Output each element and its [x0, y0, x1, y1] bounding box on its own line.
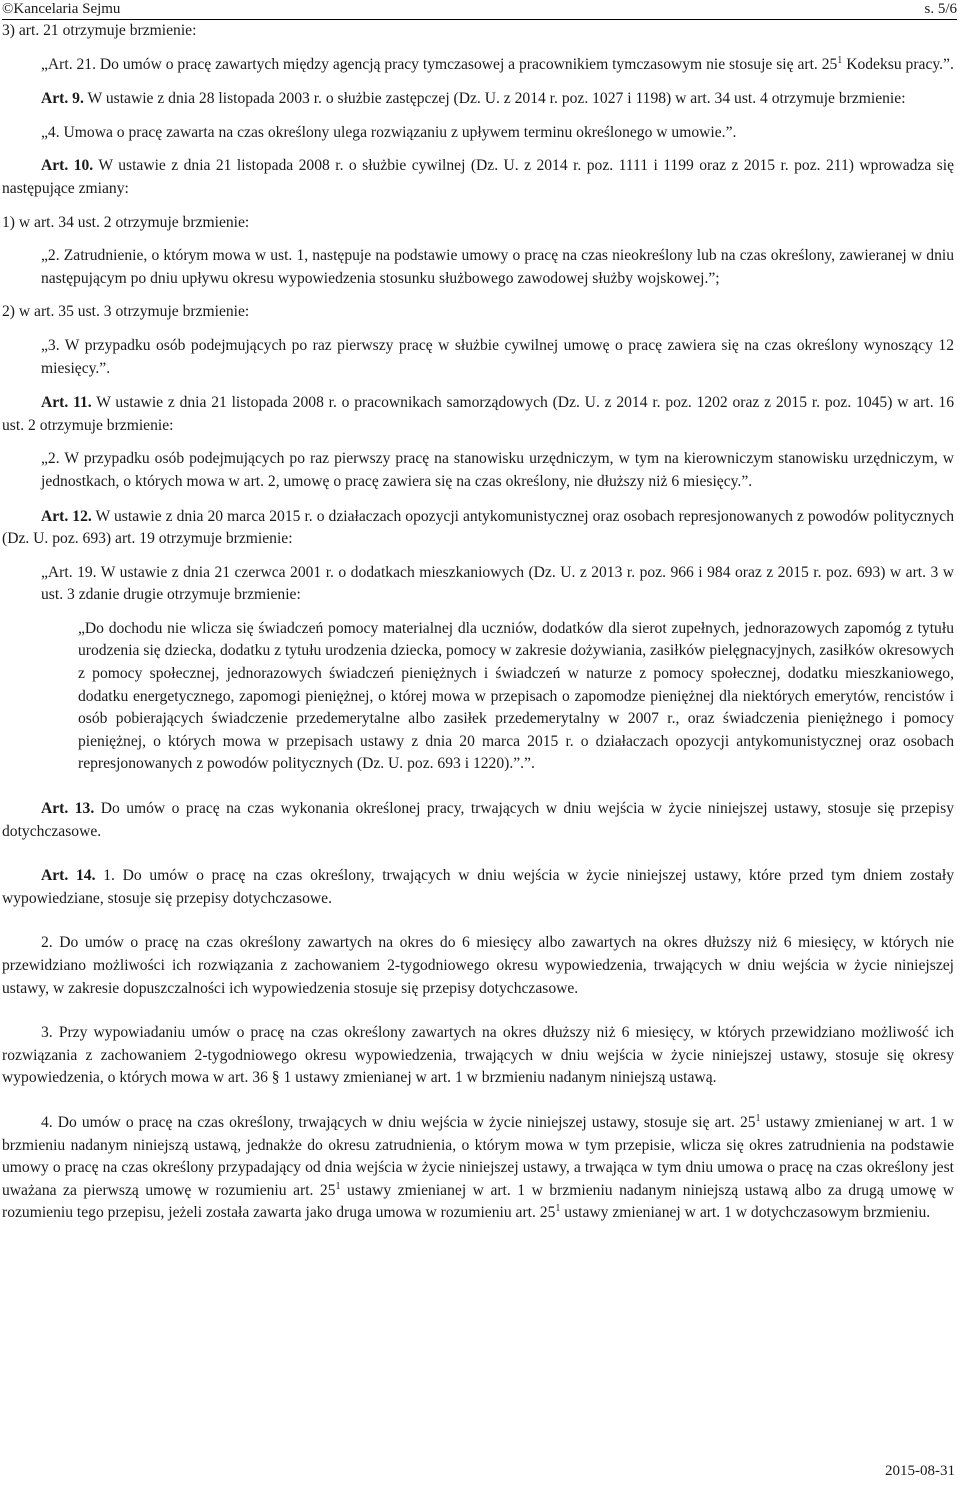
article-9-number: Art. 9.: [41, 90, 84, 108]
article-12-number: Art. 12.: [41, 507, 92, 525]
copyright-label: ©Kancelaria Sejmu: [2, 1, 121, 17]
article-14-para-1: Art. 14. 1. Do umów o pracę na czas określony, trwających w dniu wejścia w życie niniejszej ustawy, które przed tym dniem zostały wypowiedziane, stosuje się przepisy dotychczasowe.: [2, 867, 955, 907]
article-14-para-4: 4. Do umów o pracę na czas określony, trwających w dniu wejścia w życie niniejszej ustawy, stosuje się art. $25^1$ ustawy zmienianej w art. 1 w brzmieniu nadanym niniejszą ustawą, jednakże do okresu zatrudnienia, o którym mowa w tym przepisie, wlicza się okres zatrudnienia na podstawie umowy o pracę na czas określony przypadający od dnia wejścia w życie niniejszej ustawy, a trwająca w tym dniu umowa o pracę na czas określony jest uważana za pierwszą umowę w rozumieniu art. $25^1$ ustawy zmienianej w art. 1 w brzmieniu nadanym niniejszą ustawą albo za drugą umowę w rozumieniu tego przepisu, jeżeli została zawarta jako druga umowa w rozumieniu art. $25^1$ ustawy zmienianej w art. 1 w dotychczasowym brzmieniu.: [2, 1112, 954, 1222]
article-11: Art. 11. W ustawie z dnia 21 listopada 2008 r. o pracownikach samorządowych (Dz. U. z 2014 r. poz. 1202 oraz z 2015 r. poz. 1045) w art. 16 ust. 2 otrzymuje brzmienie:: [2, 394, 954, 434]
article-10-number: Art. 10.: [41, 157, 94, 175]
article-13-number: Art. 13.: [41, 800, 95, 818]
article-9-quote: „4. Umowa o pracę zawarta na czas określony ulega rozwiązaniu z upływem terminu określonego w umowie.”.: [41, 123, 737, 141]
page-number: s. 5/6: [924, 1, 957, 17]
article-14-para-3: 3. Przy wypowiadaniu umów o pracę na czas określony zawartych na okres dłuższy niż 6 miesięcy, w których przewidziano możliwość ich rozwiązania z zachowaniem 2-tygodniowego okresu wypowiedzenia, trwających w dniu wejścia w życie niniejszej ustawy, stosuje się okresy wypowiedzenia, o których mowa w art. 36 § 1 ustawy zmienianej w art. 1 w brzmieniu nadanym niniejszą ustawą.: [2, 1024, 954, 1087]
article-10-point-2: 2) w art. 35 ust. 3 otrzymuje brzmienie:: [2, 303, 250, 321]
article-10-quote-1: „2. Zatrudnienie, o którym mowa w ust. 1, następuje na podstawie umowy o pracę na czas nieokreślony lub na czas określony, zawieranej w dniu następującym po dniu upływu okresu wypowiedzenia stosunku służbowego zawodowej służby wojskowej.”;: [41, 247, 954, 287]
article-12-nested-quote: „Do dochodu nie wlicza się świadczeń pomocy materialnej dla uczniów, dodatków dla sierot zupełnych, jednorazowych zapomóg z tytułu urodzenia się dziecka, dodatku z tytułu urodzenia dziecka, pomocy w zakresie dożywiania, zasiłków pielęgnacyjnych, zasiłków okresowych z pomocy społecznej, jednorazowych świadczeń pieniężnych i świadczeń w naturze z pomocy społecznej, dodatku mieszkaniowego, dodatku energetycznego, zapomogi pieniężnej, o której mowa w przepisach o zapomodze pieniężnej dla niektórych emerytów, rencistów i osób pobierających świadczenie przedemerytalne albo zasiłek przedemerytalny w 2007 r., oraz świadczenia pieniężnego i pomocy pieniężnej, o których mowa w przepisach ustawy z dnia 20 marca 2015 r. o działaczach opozycji antykomunistycznej oraz osobach represjonowanych z powodów politycznych (Dz. U. poz. 693 i 1220).”.”.: [78, 619, 954, 773]
article-12: Art. 12. W ustawie z dnia 20 marca 2015 r. o działaczach opozycji antykomunistycznej oraz osobach represjonowanych z powodów politycznych (Dz. U. poz. 693) art. 19 otrzymuje brzmienie:: [2, 507, 954, 548]
page-header: [2, 0, 957, 20]
article-9: Art. 9. W ustawie z dnia 28 listopada 2003 r. o służbie zastępczej (Dz. U. z 2014 r. poz. 1027 i 1198) w art. 34 ust. 4 otrzymuje brzmienie:: [41, 90, 906, 108]
article-13: Art. 13. Do umów o pracę na czas wykonania określonej pracy, trwających w dniu wejścia w życie niniejszej ustawy, stosuje się przepisy dotychczasowe.: [2, 800, 954, 840]
article-11-quote: „2. W przypadku osób podejmujących po raz pierwszy pracę na stanowisku urzędniczym, w tym na kierowniczym stanowisku urzędniczym, w jednostkach, o których mowa w art. 2, umowę o pracę zawiera się na czas określony, nie dłuższy niż 6 miesięcy.”.: [41, 450, 954, 490]
article-10: Art. 10. W ustawie z dnia 21 listopada 2008 r. o służbie cywilnej (Dz. U. z 2014 r. poz. 1111 i 1199 oraz z 2015 r. poz. 211) wprowadza się następujące zmiany:: [2, 157, 955, 197]
article-14-number: Art. 14.: [41, 867, 96, 885]
amendment-point-3: 3) art. 21 otrzymuje brzmienie:: [2, 22, 197, 39]
document-date: 2015-08-31: [885, 1463, 955, 1479]
article-12-quote: „Art. 19. W ustawie z dnia 21 czerwca 2001 r. o dodatkach mieszkaniowych (Dz. U. z 2013 r. poz. 966 i 984 oraz z 2015 r. poz. 693) w art. 3 w ust. 3 zdanie drugie otrzymuje brzmienie:: [41, 563, 954, 604]
article-14-para-2: 2. Do umów o pracę na czas określony zawartych na okres do 6 miesięcy albo zawartych na okres dłuższy niż 6 miesięcy, w których nie przewidziano możliwości ich rozwiązania z zachowaniem 2-tygodniowego okresu wypowiedzenia, trwających w dniu wejścia w życie niniejszej ustawy, w zakresie dopuszczalności ich wypowiedzenia stosuje się przepisy dotychczasowe.: [2, 934, 954, 997]
quoted-art-21: „Art. 21. Do umów o pracę zawartych między agencją pracy tymczasowej a pracownikiem tymczasowym nie stosuje się art. $25^1$ Kodeksu pracy.”.: [41, 54, 954, 73]
document-body: [2, 20, 954, 1225]
article-11-number: Art. 11.: [41, 394, 92, 412]
article-10-quote-2: „3. W przypadku osób podejmujących po raz pierwszy pracę w służbie cywilnej umowę o pracę zawiera się na czas określony wynoszący 12 miesięcy.”.: [41, 336, 954, 377]
article-10-point-1: 1) w art. 34 ust. 2 otrzymuje brzmienie:: [2, 213, 250, 231]
